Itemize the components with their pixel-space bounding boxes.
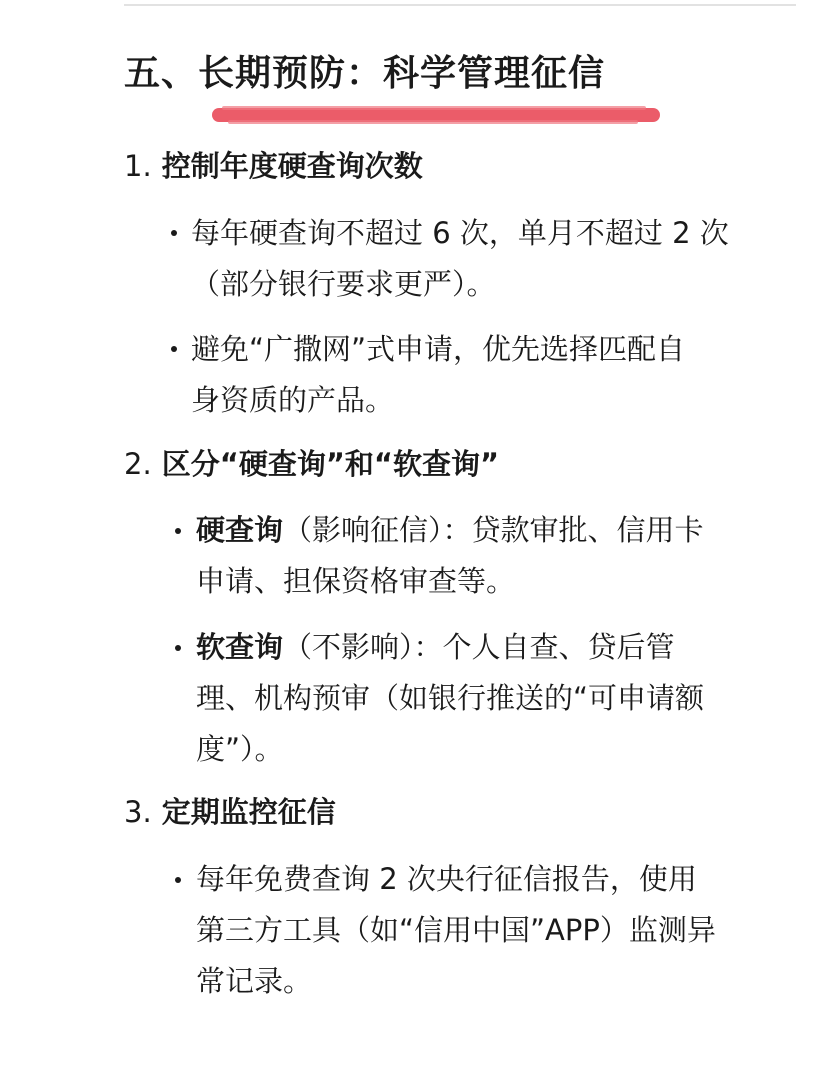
list-item-3-title xyxy=(124,792,336,832)
bullet-3-1-line-1: 每年免费查询 2 次央行征信报告，使用 xyxy=(196,862,697,896)
heading-highlight-underline xyxy=(208,103,664,127)
bullet-2-2-line-3: 度”）。 xyxy=(196,732,284,766)
soft-query-term: 软查询 xyxy=(196,630,284,664)
hard-query-term: 硬查询 xyxy=(196,513,284,547)
bullet-3-1-line-3: 常记录。 xyxy=(196,964,313,998)
bullet-icon xyxy=(171,230,177,236)
soft-query-desc: （不影响）：个人自查、贷后管 xyxy=(283,630,675,664)
bullet-1-1-line-1: 每年硬查询不超过 6 次，单月不超过 2 次 xyxy=(191,216,729,250)
list-item-1-title xyxy=(124,146,423,186)
bullet-3-1-line-2: 第三方工具（如“信用中国”APP）监测异 xyxy=(196,913,716,947)
list-item-2-text: 区分“硬查询”和“软查询” xyxy=(161,447,500,481)
bullet-2-2-line-2: 理、机构预审（如银行推送的“可申请额 xyxy=(196,681,705,715)
section-heading: 五、长期预防：科学管理征信 xyxy=(124,53,606,94)
bullet-1-2-line-1: 避免“广撒网”式申请，优先选择匹配自 xyxy=(191,332,686,366)
bullet-2-1-line-1 xyxy=(196,510,704,550)
list-item-2-title xyxy=(124,444,499,484)
list-item-2-number: 2. xyxy=(124,447,152,481)
list-item-3-text: 定期监控征信 xyxy=(161,795,336,829)
list-item-1-text: 控制年度硬查询次数 xyxy=(161,149,423,183)
top-divider xyxy=(124,4,796,6)
bullet-icon xyxy=(171,346,177,352)
list-item-1-number: 1. xyxy=(124,149,152,183)
bullet-2-2-line-1 xyxy=(196,627,675,667)
bullet-icon xyxy=(175,645,181,651)
list-item-3-number: 3. xyxy=(124,795,152,829)
bullet-2-1-line-2: 申请、担保资格审查等。 xyxy=(196,564,516,598)
bullet-1-1-line-2: （部分银行要求更严）。 xyxy=(191,267,496,301)
bullet-1-2-line-2: 身资质的产品。 xyxy=(191,383,395,417)
bullet-icon xyxy=(175,877,181,883)
bullet-icon xyxy=(175,528,181,534)
hard-query-desc: （影响征信）：贷款审批、信用卡 xyxy=(283,513,704,547)
